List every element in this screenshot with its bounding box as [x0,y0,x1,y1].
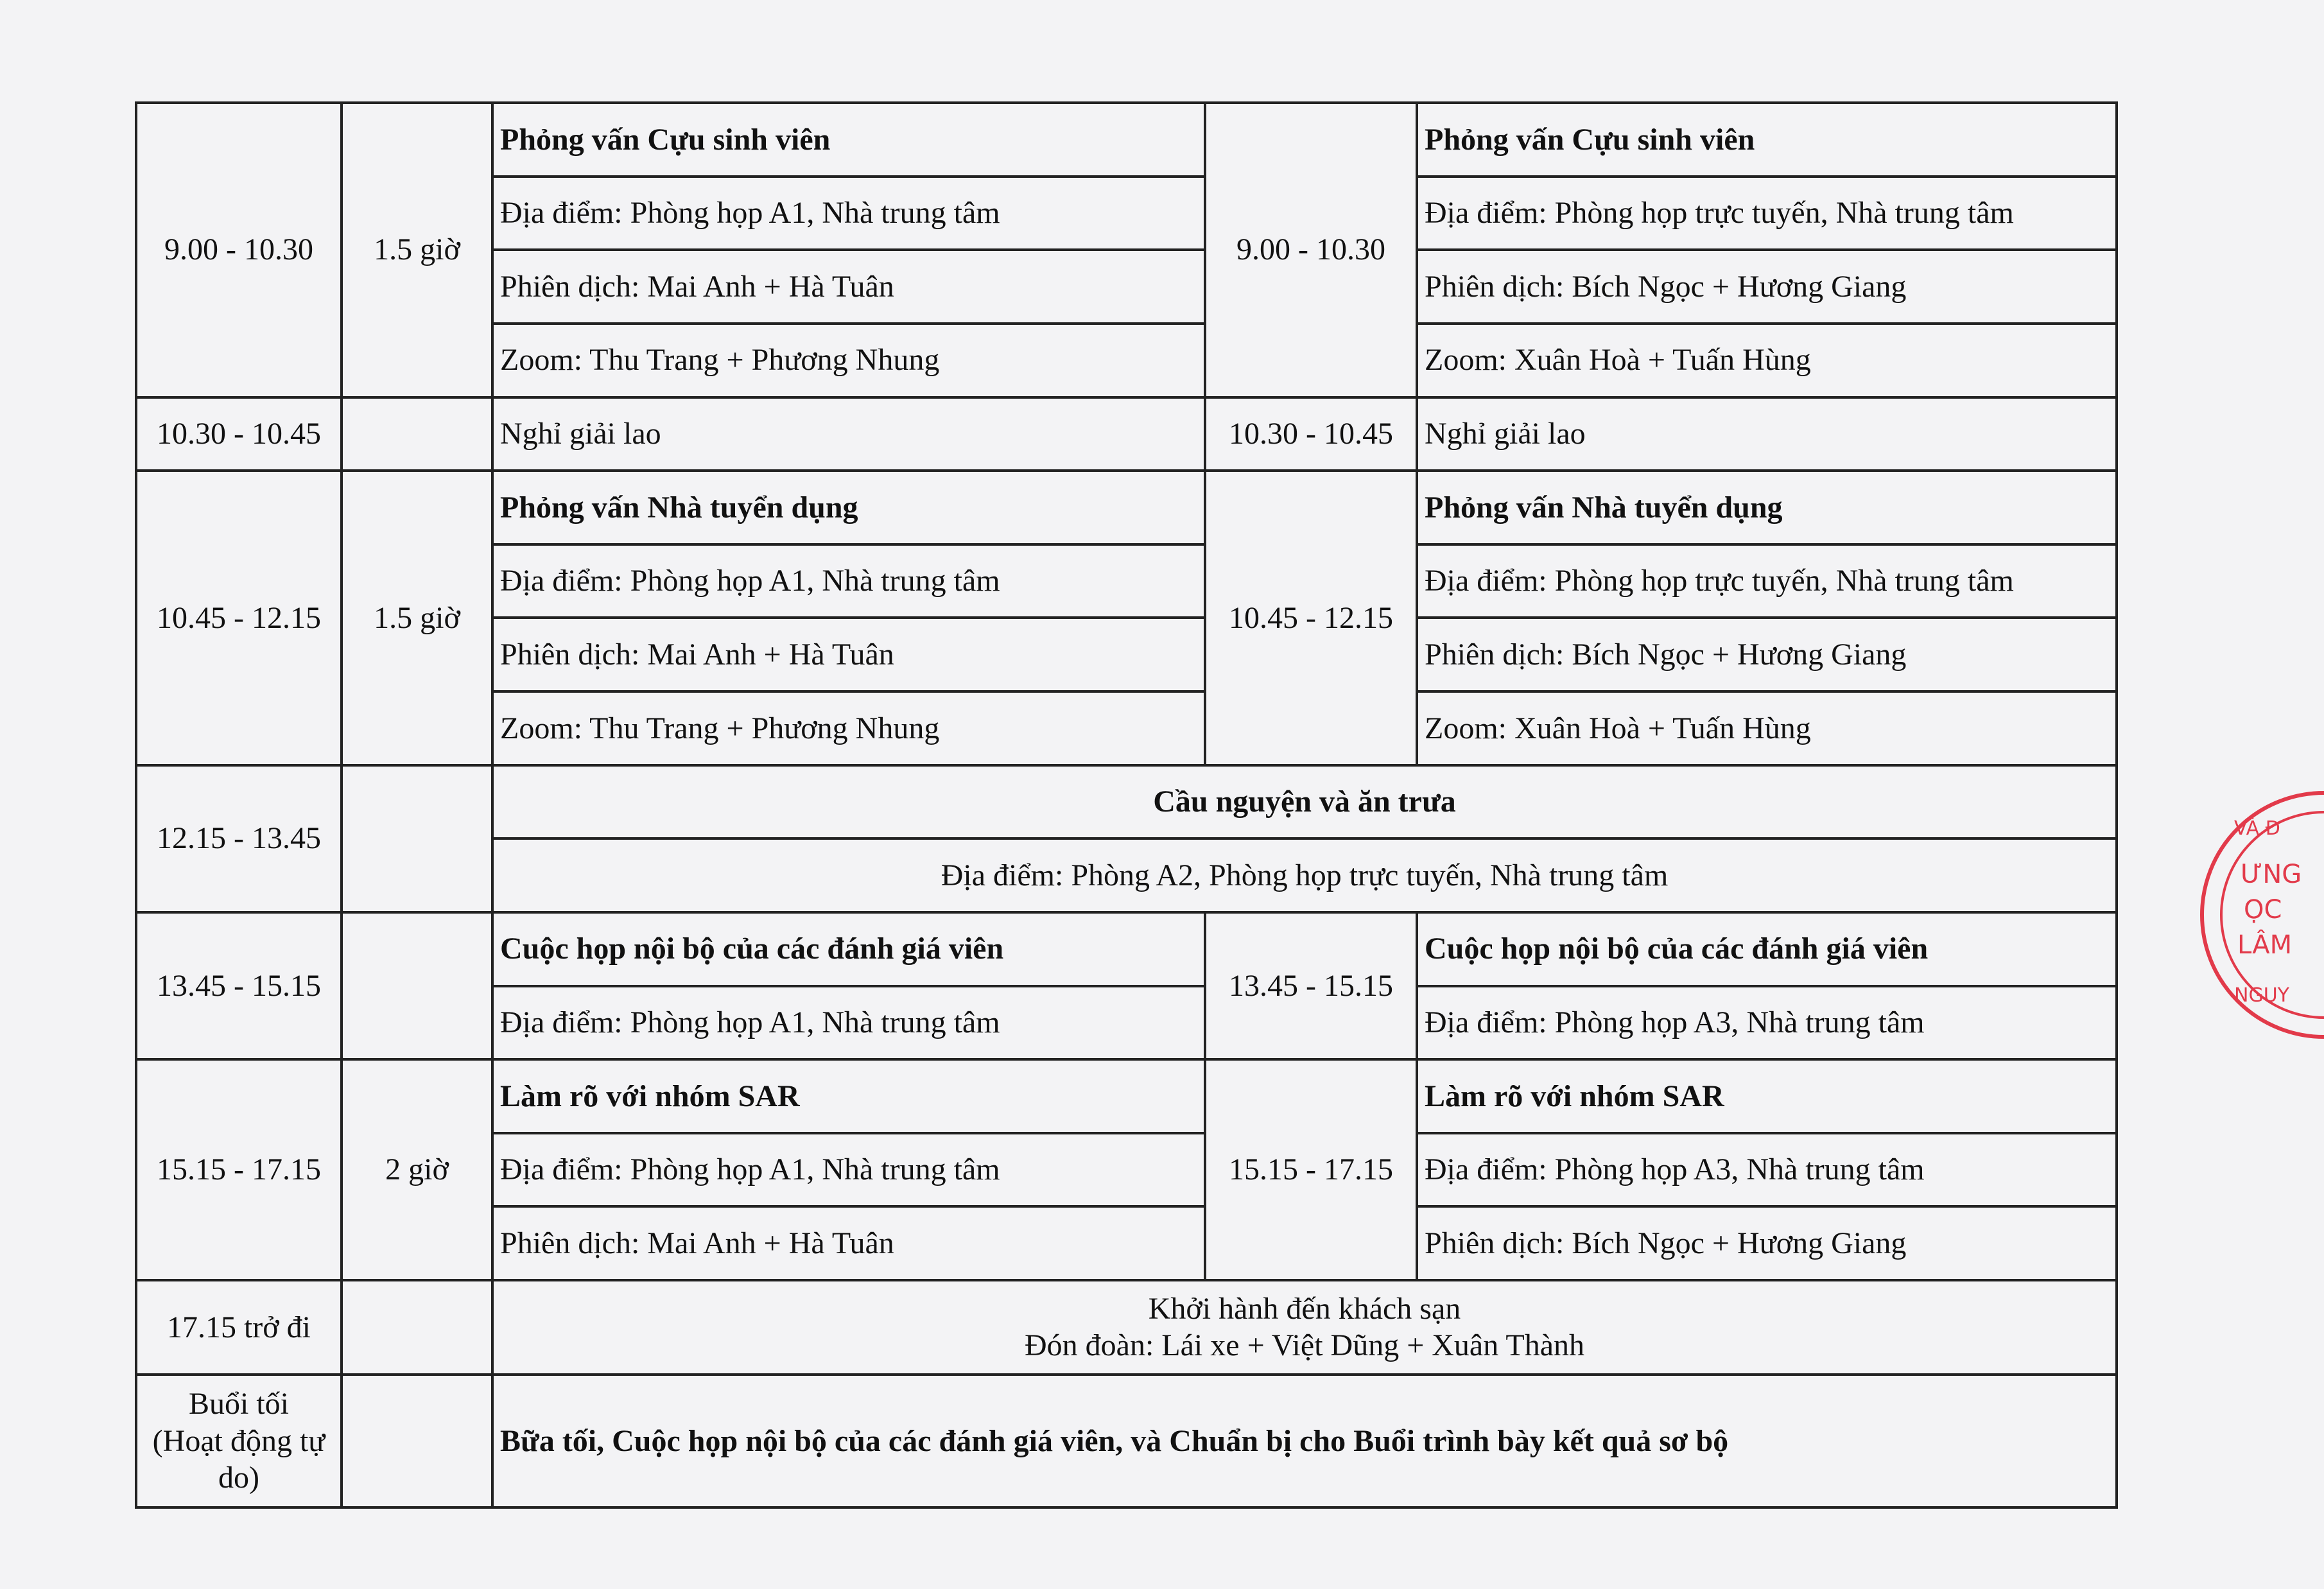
break-cell: Nghỉ giải lao [492,397,1205,471]
duration-cell [342,1375,492,1507]
time-cell: 12.15 - 13.45 [136,765,342,912]
duration-cell: 2 giờ [342,1059,492,1280]
time-cell: 9.00 - 10.30 [1205,103,1417,397]
stamp-text: LÂM [2237,930,2293,960]
interpreter-cell: Phiên dịch: Mai Anh + Hà Tuân [492,1206,1205,1280]
interpreter-cell: Phiên dịch: Bích Ngọc + Hương Giang [1417,1206,2117,1280]
stamp-text: VÀ Đ [2234,817,2280,840]
official-stamp [2189,780,2324,1050]
interpreter-cell: Phiên dịch: Mai Anh + Hà Tuân [492,250,1205,324]
interpreter-cell: Phiên dịch: Mai Anh + Hà Tuân [492,618,1205,691]
duration-cell [342,765,492,912]
evening-activity: Bữa tối, Cuộc họp nội bộ của các đánh giá viên, và Chuẩn bị cho Buổi trình bày kết quả sơ bộ [492,1375,2117,1507]
time-cell: 10.30 - 10.45 [1205,397,1417,471]
time-cell: 10.30 - 10.45 [136,397,342,471]
location-cell: Địa điểm: Phòng họp A3, Nhà trung tâm [1417,1133,2117,1207]
pickup-text: Đón đoàn: Lái xe + Việt Dũng + Xuân Thành [1025,1328,1584,1363]
zoom-cell: Zoom: Xuân Hoà + Tuấn Hùng [1417,324,2117,397]
duration-cell: 1.5 giờ [342,103,492,397]
evening-label: do) [218,1461,259,1495]
location-cell: Địa điểm: Phòng họp A1, Nhà trung tâm [492,177,1205,250]
location-cell: Địa điểm: Phòng họp trực tuyến, Nhà trung tâm [1417,177,2117,250]
stamp-text: NGUY [2234,984,2289,1007]
duration-cell [342,1280,492,1375]
time-cell: 15.15 - 17.15 [136,1059,342,1280]
time-cell: 15.15 - 17.15 [1205,1059,1417,1280]
time-cell [136,1375,342,1507]
zoom-cell: Zoom: Xuân Hoà + Tuấn Hùng [1417,691,2117,765]
evening-label: Buổi tối [188,1387,290,1421]
location-cell: Địa điểm: Phòng họp A1, Nhà trung tâm [492,986,1205,1060]
duration-cell [342,397,492,471]
time-cell: 9.00 - 10.30 [136,103,342,397]
location-cell: Địa điểm: Phòng họp A1, Nhà trung tâm [492,544,1205,618]
stamp-text: ƯNG [2241,860,2302,889]
time-cell: 13.45 - 15.15 [1205,912,1417,1059]
interpreter-cell: Phiên dịch: Bích Ngọc + Hương Giang [1417,250,2117,324]
time-cell: 17.15 trở đi [136,1280,342,1375]
time-cell: 10.45 - 12.15 [1205,471,1417,765]
departure-title: Khởi hành đến khách sạn [1148,1291,1461,1326]
session-title: Phỏng vấn Cựu sinh viên [1417,103,2117,177]
time-cell: 13.45 - 15.15 [136,912,342,1059]
zoom-cell: Zoom: Thu Trang + Phương Nhung [492,691,1205,765]
session-title: Làm rõ với nhóm SAR [1417,1059,2117,1133]
stamp-text: ỌC [2244,895,2282,925]
location-cell: Địa điểm: Phòng A2, Phòng họp trực tuyến, Nhà trung tâm [492,838,2117,912]
evening-label: (Hoạt động tự [152,1423,325,1458]
location-cell: Địa điểm: Phòng họp A3, Nhà trung tâm [1417,986,2117,1060]
session-title: Cuộc họp nội bộ của các đánh giá viên [492,912,1205,986]
session-title: Cầu nguyện và ăn trưa [492,765,2117,839]
session-title: Phỏng vấn Nhà tuyển dụng [1417,471,2117,544]
location-cell: Địa điểm: Phòng họp trực tuyến, Nhà trung tâm [1417,544,2117,618]
duration-cell [342,912,492,1059]
session-title: Cuộc họp nội bộ của các đánh giá viên [1417,912,2117,986]
duration-cell: 1.5 giờ [342,471,492,765]
break-cell: Nghỉ giải lao [1417,397,2117,471]
interpreter-cell: Phiên dịch: Bích Ngọc + Hương Giang [1417,618,2117,691]
departure-cell [492,1280,2117,1375]
session-title: Phỏng vấn Cựu sinh viên [492,103,1205,177]
location-cell: Địa điểm: Phòng họp A1, Nhà trung tâm [492,1133,1205,1207]
session-title: Làm rõ với nhóm SAR [492,1059,1205,1133]
zoom-cell: Zoom: Thu Trang + Phương Nhung [492,324,1205,397]
schedule-table [135,101,2118,1509]
time-cell: 10.45 - 12.15 [136,471,342,765]
session-title: Phỏng vấn Nhà tuyển dụng [492,471,1205,544]
